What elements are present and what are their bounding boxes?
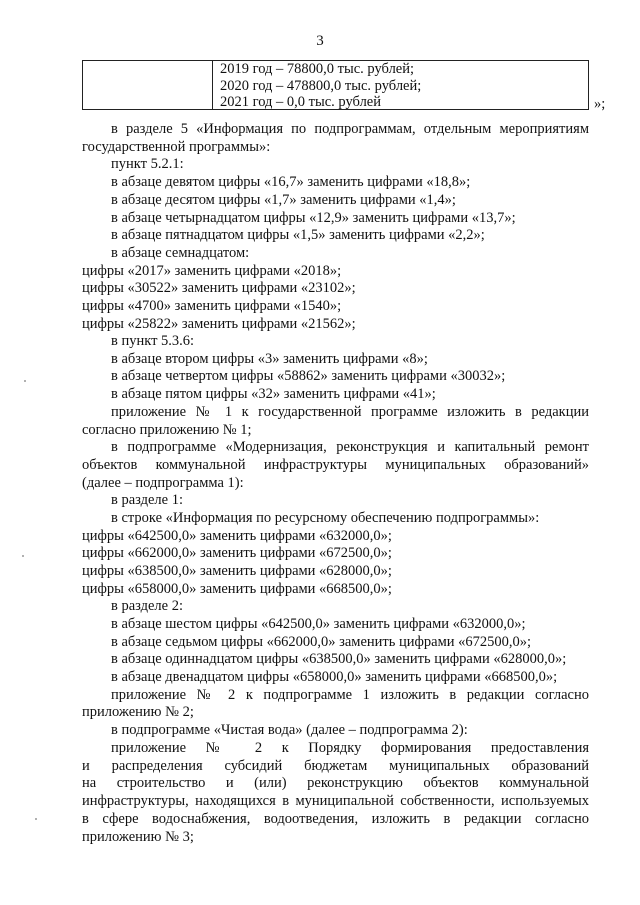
- text-line: согласно приложению № 1;: [82, 422, 252, 438]
- table-row: 2021 год – 0,0 тыс. рублей: [220, 94, 382, 110]
- text-line: и распределения субсидий бюджетам муниципальных образований: [82, 758, 589, 774]
- table-row: 2020 год – 478800,0 тыс. рублей;: [220, 77, 422, 94]
- text-line: в абзаце четвертом цифры «58862» заменить цифрами «30032»;: [111, 368, 506, 384]
- text-line: приложение № 2 к подпрограмме 1 изложить в редакции согласно: [111, 687, 589, 703]
- text-line: в разделе 5 «Информация по подпрограммам, отдельным мероприятиям: [111, 121, 589, 137]
- text-line: цифры «662000,0» заменить цифрами «672500,0»;: [82, 545, 392, 561]
- table-row: 2019 год – 78800,0 тыс. рублей;: [220, 61, 415, 77]
- text-line: в разделе 2:: [111, 598, 184, 614]
- scan-mark: [22, 555, 24, 557]
- scan-mark: [35, 818, 37, 820]
- text-line: цифры «658000,0» заменить цифрами «668500,0»;: [82, 581, 392, 597]
- text-line: объектов коммунальной инфраструктуры муниципальных образований»: [82, 457, 589, 473]
- text-line: приложению № 3;: [82, 829, 194, 845]
- text-line: цифры «2017» заменить цифрами «2018»;: [82, 263, 342, 279]
- text-line: цифры «642500,0» заменить цифрами «632000,0»;: [82, 528, 392, 544]
- text-line: в строке «Информация по ресурсному обеспечению подпрограммы»:: [111, 510, 540, 526]
- text-line: в абзаце семнадцатом:: [111, 245, 250, 261]
- text-line: в абзаце втором цифры «3» заменить цифрами «8»;: [111, 351, 428, 367]
- text-line: в абзаце пятом цифры «32» заменить цифрами «41»;: [111, 386, 436, 402]
- text-line: инфраструктуры, находящихся в муниципальной собственности, используемых: [82, 793, 589, 809]
- text-line: в абзаце одиннадцатом цифры «638500,0» заменить цифрами «628000,0»;: [111, 651, 567, 667]
- text-line: в абзаце девятом цифры «16,7» заменить цифрами «18,8»;: [111, 174, 471, 190]
- table-divider: [212, 61, 213, 109]
- table-cell: [220, 61, 421, 111]
- scan-mark: [24, 380, 26, 382]
- text-line: пункт 5.2.1:: [111, 156, 184, 172]
- text-line: в подпрограмме «Модернизация, реконструкция и капитальный ремонт: [111, 439, 589, 455]
- page-number: 3: [316, 33, 324, 49]
- text-line: в абзаце седьмом цифры «662000,0» заменить цифрами «672500,0»;: [111, 634, 532, 650]
- text-line: в подпрограмме «Чистая вода» (далее – подпрограмма 2):: [111, 722, 468, 738]
- text-line: приложение № 2 к Порядку формирования предоставления: [111, 740, 589, 756]
- text-line: цифры «638500,0» заменить цифрами «628000,0»;: [82, 563, 392, 579]
- budget-table: [82, 60, 589, 110]
- text-line: государственной программы»:: [82, 139, 271, 155]
- text-line: в абзаце шестом цифры «642500,0» заменить цифрами «632000,0»;: [111, 616, 526, 632]
- text-line: в абзаце четырнадцатом цифры «12,9» заменить цифрами «13,7»;: [111, 210, 516, 226]
- text-line: в пункт 5.3.6:: [111, 333, 195, 349]
- text-line: цифры «30522» заменить цифрами «23102»;: [82, 280, 356, 296]
- quote-close: »;: [594, 96, 606, 112]
- text-line: цифры «4700» заменить цифрами «1540»;: [82, 298, 342, 314]
- text-line: приложению № 2;: [82, 704, 194, 720]
- text-line: в абзаце десятом цифры «1,7» заменить цифрами «1,4»;: [111, 192, 456, 208]
- text-line: цифры «25822» заменить цифрами «21562»;: [82, 316, 356, 332]
- text-line: в сфере водоснабжения, водоотведения, изложить в редакции согласно: [82, 811, 589, 827]
- text-line: в разделе 1:: [111, 492, 184, 508]
- text-line: на строительство и (или) реконструкцию объектов коммунальной: [82, 775, 589, 791]
- text-line: в абзаце двенадцатом цифры «658000,0» заменить цифрами «668500,0»;: [111, 669, 558, 685]
- text-line: приложение № 1 к государственной программе изложить в редакции: [111, 404, 589, 420]
- text-line: (далее – подпрограмма 1):: [82, 475, 244, 491]
- text-line: в абзаце пятнадцатом цифры «1,5» заменить цифрами «2,2»;: [111, 227, 485, 243]
